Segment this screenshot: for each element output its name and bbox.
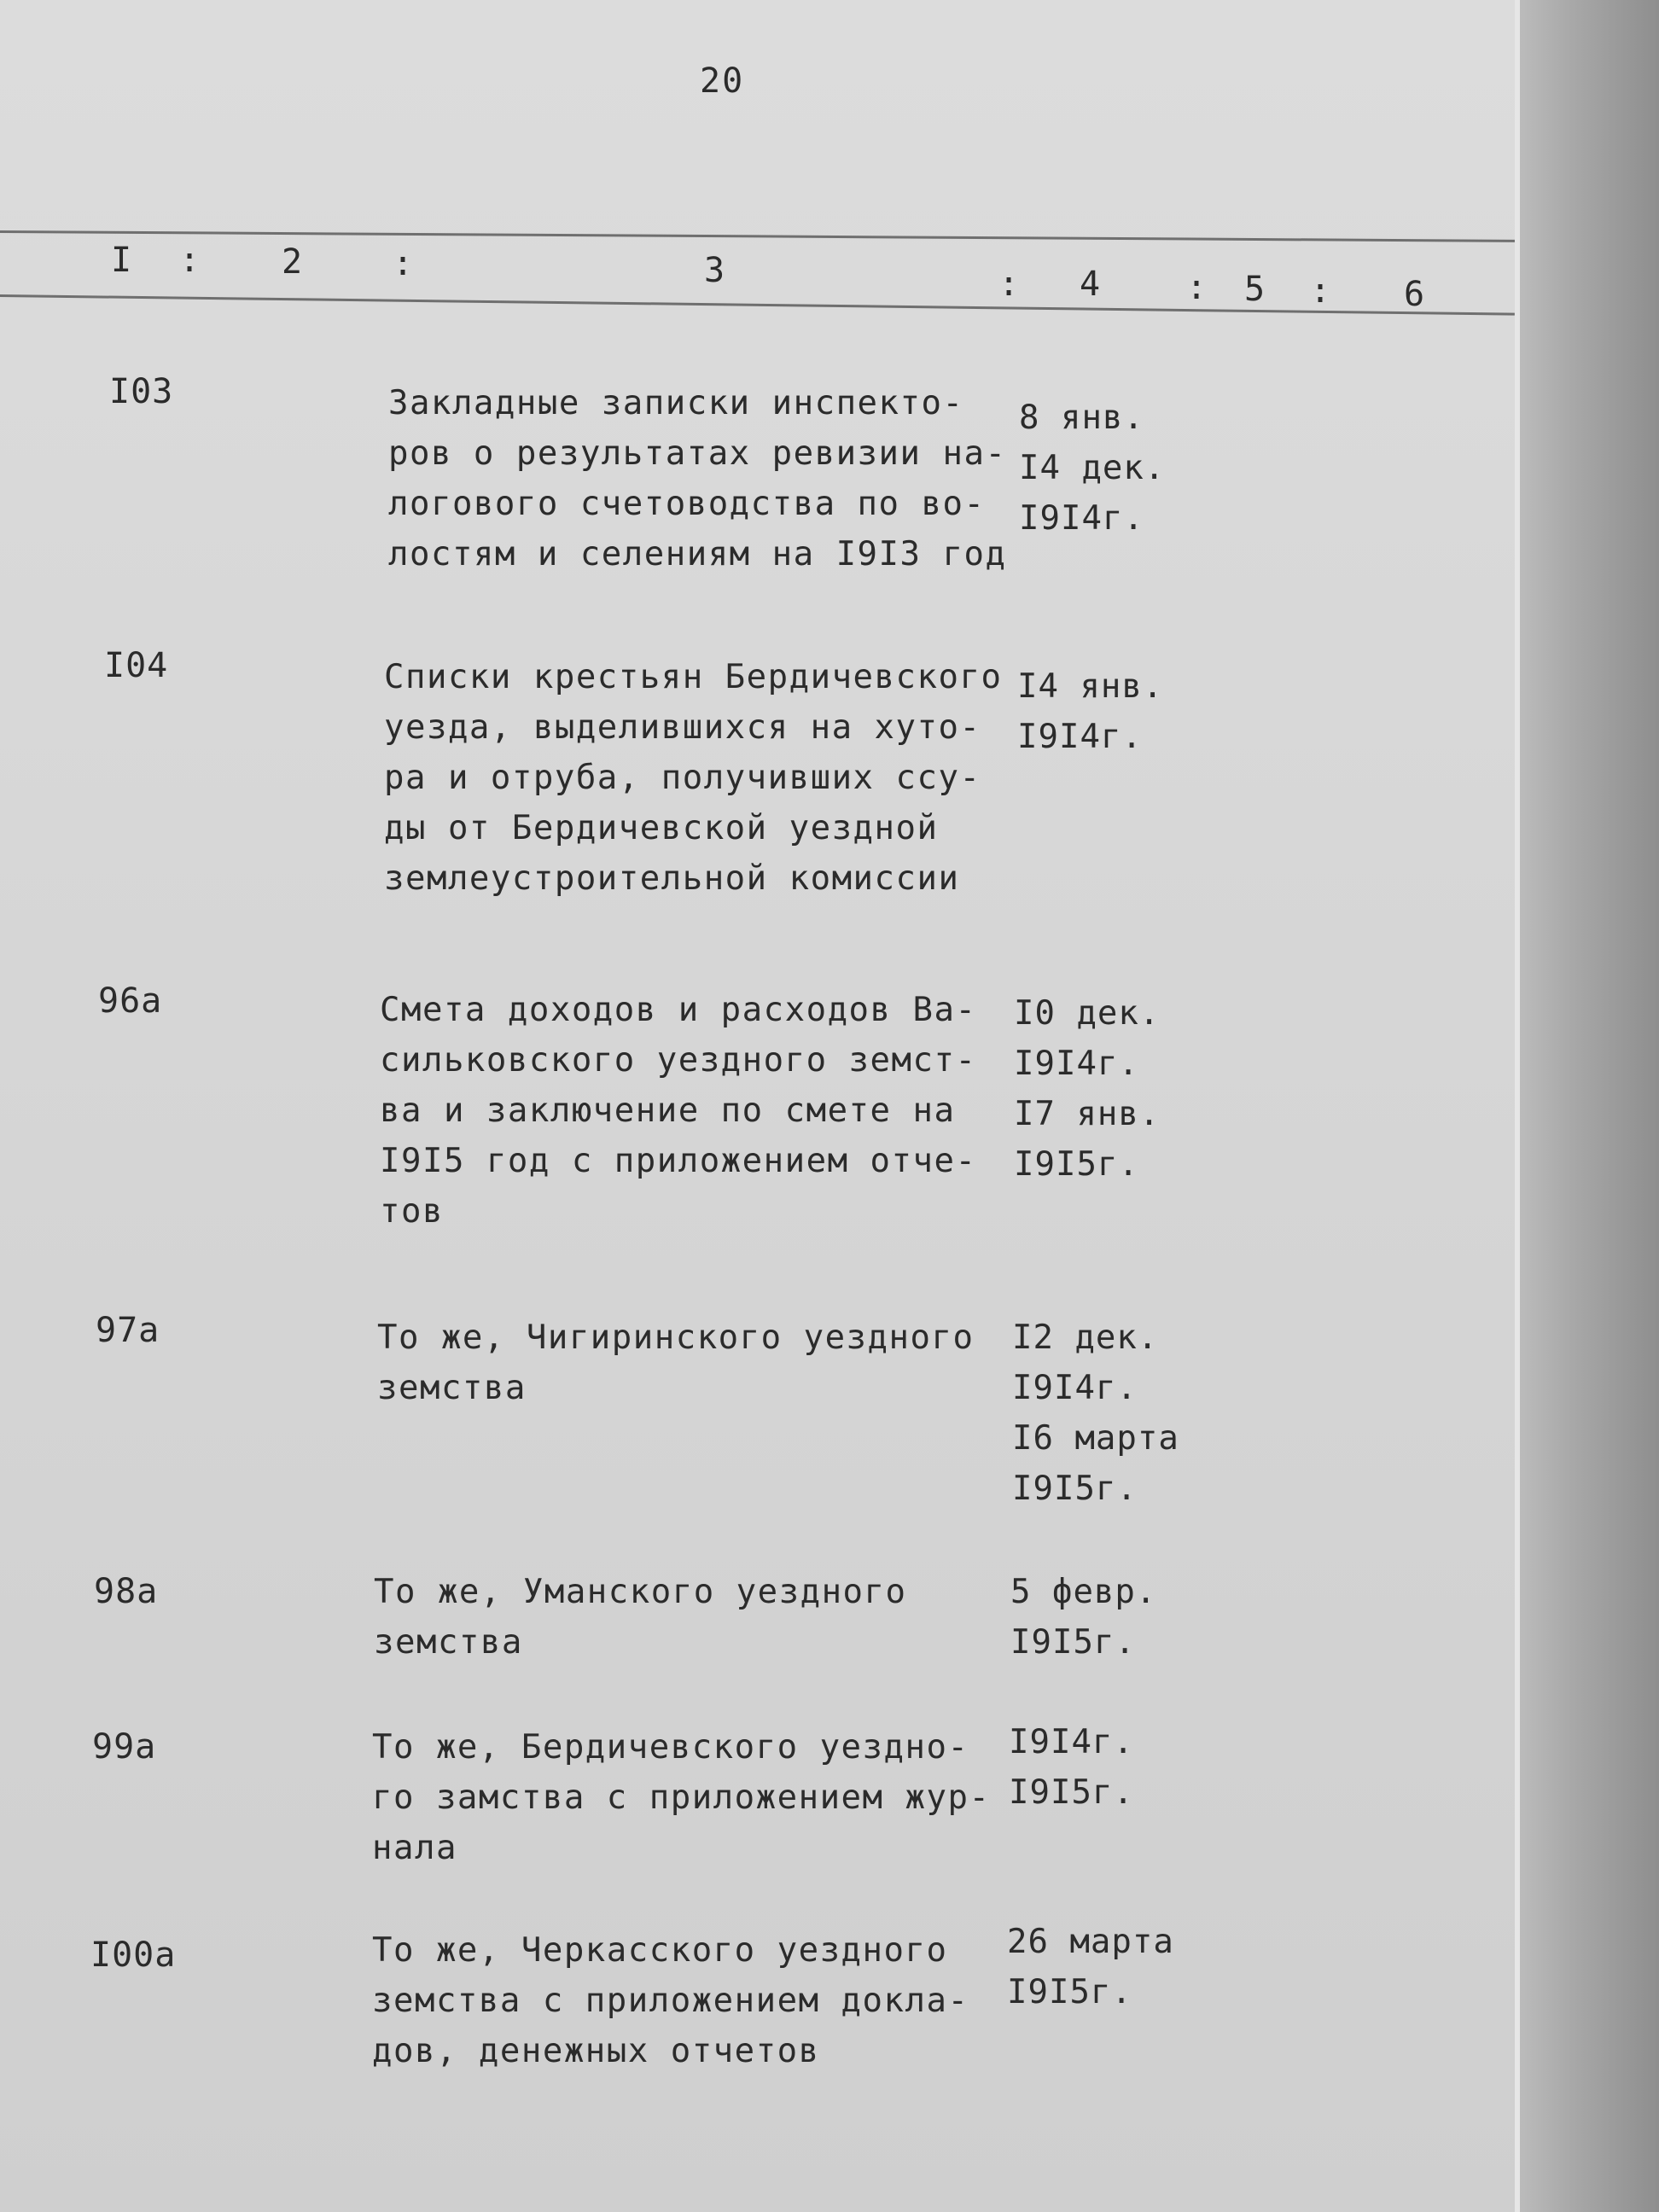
column-header-2: 2 xyxy=(282,242,305,282)
entry-number: 96а xyxy=(98,981,163,1021)
entry-dates: 8 янв. I4 дек. I9I4г. xyxy=(1019,399,1166,538)
header-bottom-rule xyxy=(0,294,1515,316)
column-header-3: 3 xyxy=(704,251,727,290)
column-header-1: I xyxy=(111,241,134,280)
column-separator: : xyxy=(1186,268,1209,307)
column-header-4: 4 xyxy=(1080,265,1103,304)
entry-title: То же, Уманского уездного земства xyxy=(374,1573,907,1662)
entry-dates: 5 февр. I9I5г. xyxy=(1010,1573,1157,1662)
underlying-page-edge xyxy=(1515,0,1659,2212)
column-separator: : xyxy=(1310,271,1333,311)
column-separator: : xyxy=(998,265,1022,304)
entry-number: 98а xyxy=(94,1572,159,1611)
entry-dates: I9I4г. I9I5г. xyxy=(1009,1723,1134,1812)
entry-dates: I4 янв. I9I4г. xyxy=(1017,667,1164,756)
entry-title: То же, Чигиринского уездного земства xyxy=(377,1318,975,1407)
entry-number: I03 xyxy=(109,372,174,411)
entry-number: 99а xyxy=(92,1727,157,1767)
entry-title: То же, Черкасского уездного земства с приложением докла- дов, денежных отчетов xyxy=(372,1931,969,2070)
entry-number: 97а xyxy=(96,1311,160,1350)
page-number: 20 xyxy=(700,61,745,101)
column-separator: : xyxy=(179,241,202,280)
column-header-5: 5 xyxy=(1244,270,1267,309)
entry-title: То же, Бердичевского уездно- го замства с приложением жур- нала xyxy=(372,1728,991,1867)
column-separator: : xyxy=(393,244,416,283)
entry-title: Закладные записки инспекто- ров о результатах ревизии на- логового счетоводства по во- лостям и селениям на I9I3 год xyxy=(388,384,1007,573)
entry-title: Списки крестьян Бердичевского уезда, выделившихся на хуто- ра и отруба, получивших ссу- ды от Бердичевской уездной землеустроительной комиссии xyxy=(384,658,1003,898)
entry-dates: I0 дек. I9I4г. I7 янв. I9I5г. xyxy=(1014,994,1161,1184)
header-top-rule xyxy=(0,230,1515,242)
entry-dates: I2 дек. I9I4г. I6 марта I9I5г. xyxy=(1012,1318,1179,1508)
entry-number: I00а xyxy=(90,1936,177,1975)
column-header-6: 6 xyxy=(1404,275,1427,314)
entry-dates: 26 марта I9I5г. xyxy=(1007,1923,1174,2011)
entry-number: I04 xyxy=(104,646,169,685)
entry-title: Смета доходов и расходов Ва- сильковского уездного земст- ва и заключение по смете на I9I5 год с приложением отче- тов xyxy=(380,991,977,1231)
